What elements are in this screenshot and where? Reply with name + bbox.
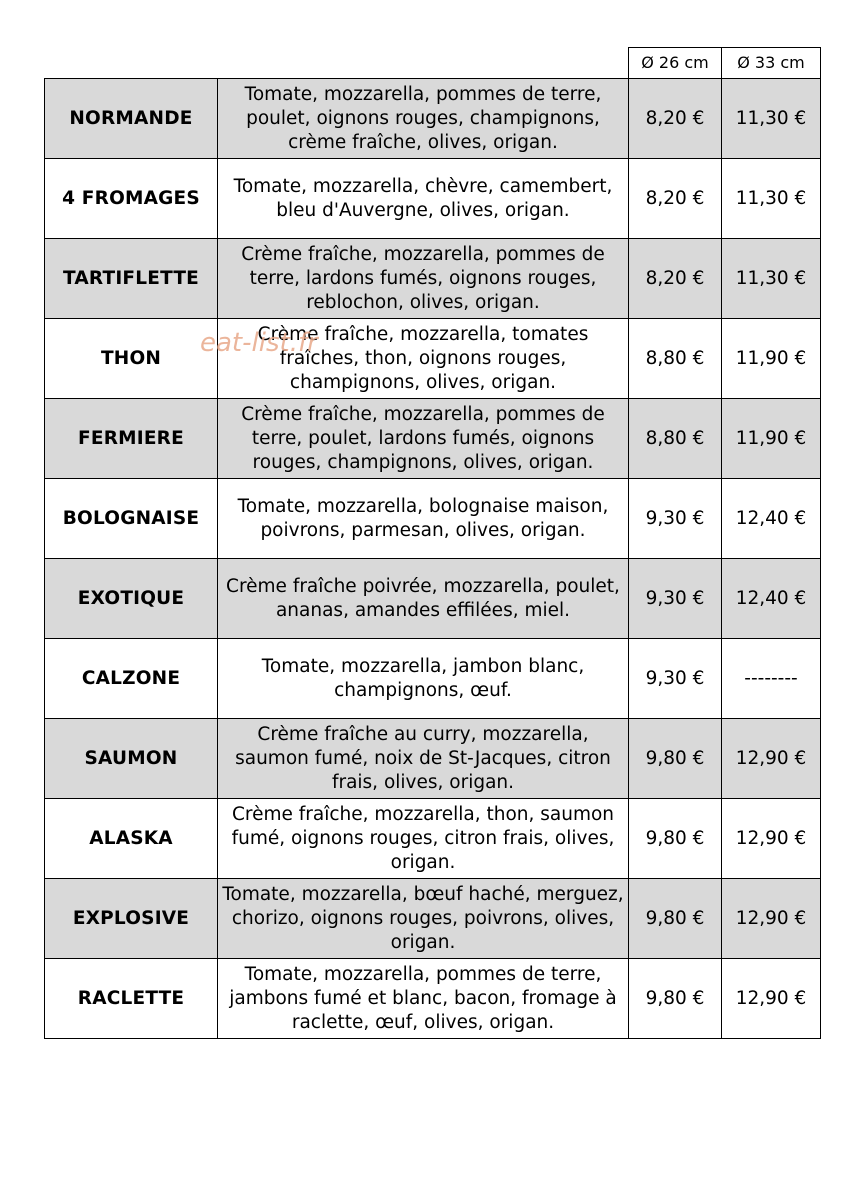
pizza-price-large: 12,90 € — [722, 959, 821, 1039]
pizza-price-large: 12,90 € — [722, 879, 821, 959]
table-header-row — [45, 48, 821, 79]
table-row — [45, 319, 821, 399]
pizza-description: Crème fraîche au curry, mozzarella, saumon fumé, noix de St-Jacques, citron frais, olives, origan. — [218, 719, 629, 799]
pizza-name: ALASKA — [45, 799, 218, 879]
pizza-price-large: -------- — [722, 639, 821, 719]
pizza-price-small: 9,30 € — [629, 559, 722, 639]
table-row — [45, 799, 821, 879]
pizza-price-small: 9,30 € — [629, 479, 722, 559]
table-row — [45, 159, 821, 239]
pizza-name: BOLOGNAISE — [45, 479, 218, 559]
pizza-price-small: 8,80 € — [629, 319, 722, 399]
table-row — [45, 959, 821, 1039]
pizza-description: Tomate, mozzarella, pommes de terre, jambons fumé et blanc, bacon, fromage à raclette, œuf, olives, origan. — [218, 959, 629, 1039]
pizza-description: Tomate, mozzarella, jambon blanc, champignons, œuf. — [218, 639, 629, 719]
pizza-name: 4 FROMAGES — [45, 159, 218, 239]
pizza-name: TARTIFLETTE — [45, 239, 218, 319]
pizza-price-large: 11,90 € — [722, 319, 821, 399]
pizza-price-small: 9,80 € — [629, 799, 722, 879]
pizza-price-small: 9,80 € — [629, 879, 722, 959]
pizza-price-large: 11,90 € — [722, 399, 821, 479]
watermark: eat-list.fr — [200, 328, 318, 358]
pizza-menu-table — [44, 47, 821, 1039]
pizza-description: Crème fraîche poivrée, mozzarella, poulet, ananas, amandes effilées, miel. — [218, 559, 629, 639]
header-size-large: Ø 33 cm — [722, 48, 821, 79]
pizza-price-small: 9,30 € — [629, 639, 722, 719]
table-row — [45, 559, 821, 639]
pizza-price-large: 11,30 € — [722, 239, 821, 319]
pizza-name: SAUMON — [45, 719, 218, 799]
pizza-price-large: 12,40 € — [722, 559, 821, 639]
pizza-description: Crème fraîche, mozzarella, tomates fraîches, thon, oignons rouges, champignons, olives, origan. — [218, 319, 629, 399]
pizza-description: Tomate, mozzarella, bolognaise maison, poivrons, parmesan, olives, origan. — [218, 479, 629, 559]
table-row — [45, 719, 821, 799]
pizza-name: CALZONE — [45, 639, 218, 719]
pizza-price-large: 12,90 € — [722, 719, 821, 799]
table-row — [45, 479, 821, 559]
table-row — [45, 879, 821, 959]
pizza-price-large: 12,90 € — [722, 799, 821, 879]
pizza-description: Tomate, mozzarella, bœuf haché, merguez, chorizo, oignons rouges, poivrons, olives, origan. — [218, 879, 629, 959]
pizza-description: Crème fraîche, mozzarella, thon, saumon fumé, oignons rouges, citron frais, olives, origan. — [218, 799, 629, 879]
table-row — [45, 239, 821, 319]
table-row — [45, 639, 821, 719]
table-row — [45, 79, 821, 159]
pizza-name: NORMANDE — [45, 79, 218, 159]
pizza-name: THON — [45, 319, 218, 399]
pizza-name: FERMIERE — [45, 399, 218, 479]
pizza-description: Crème fraîche, mozzarella, pommes de terre, poulet, lardons fumés, oignons rouges, champignons, olives, origan. — [218, 399, 629, 479]
pizza-name: EXOTIQUE — [45, 559, 218, 639]
pizza-price-large: 11,30 € — [722, 79, 821, 159]
pizza-description: Crème fraîche, mozzarella, pommes de terre, lardons fumés, oignons rouges, reblochon, olives, origan. — [218, 239, 629, 319]
pizza-price-large: 11,30 € — [722, 159, 821, 239]
pizza-price-small: 8,80 € — [629, 399, 722, 479]
pizza-description: Tomate, mozzarella, pommes de terre, poulet, oignons rouges, champignons, crème fraîche, olives, origan. — [218, 79, 629, 159]
table-row — [45, 399, 821, 479]
pizza-name: RACLETTE — [45, 959, 218, 1039]
header-blank-cell — [45, 48, 629, 79]
pizza-name: EXPLOSIVE — [45, 879, 218, 959]
pizza-price-large: 12,40 € — [722, 479, 821, 559]
header-size-small: Ø 26 cm — [629, 48, 722, 79]
pizza-price-small: 8,20 € — [629, 79, 722, 159]
pizza-price-small: 8,20 € — [629, 239, 722, 319]
pizza-price-small: 8,20 € — [629, 159, 722, 239]
pizza-price-small: 9,80 € — [629, 719, 722, 799]
pizza-description: Tomate, mozzarella, chèvre, camembert, bleu d'Auvergne, olives, origan. — [218, 159, 629, 239]
pizza-price-small: 9,80 € — [629, 959, 722, 1039]
